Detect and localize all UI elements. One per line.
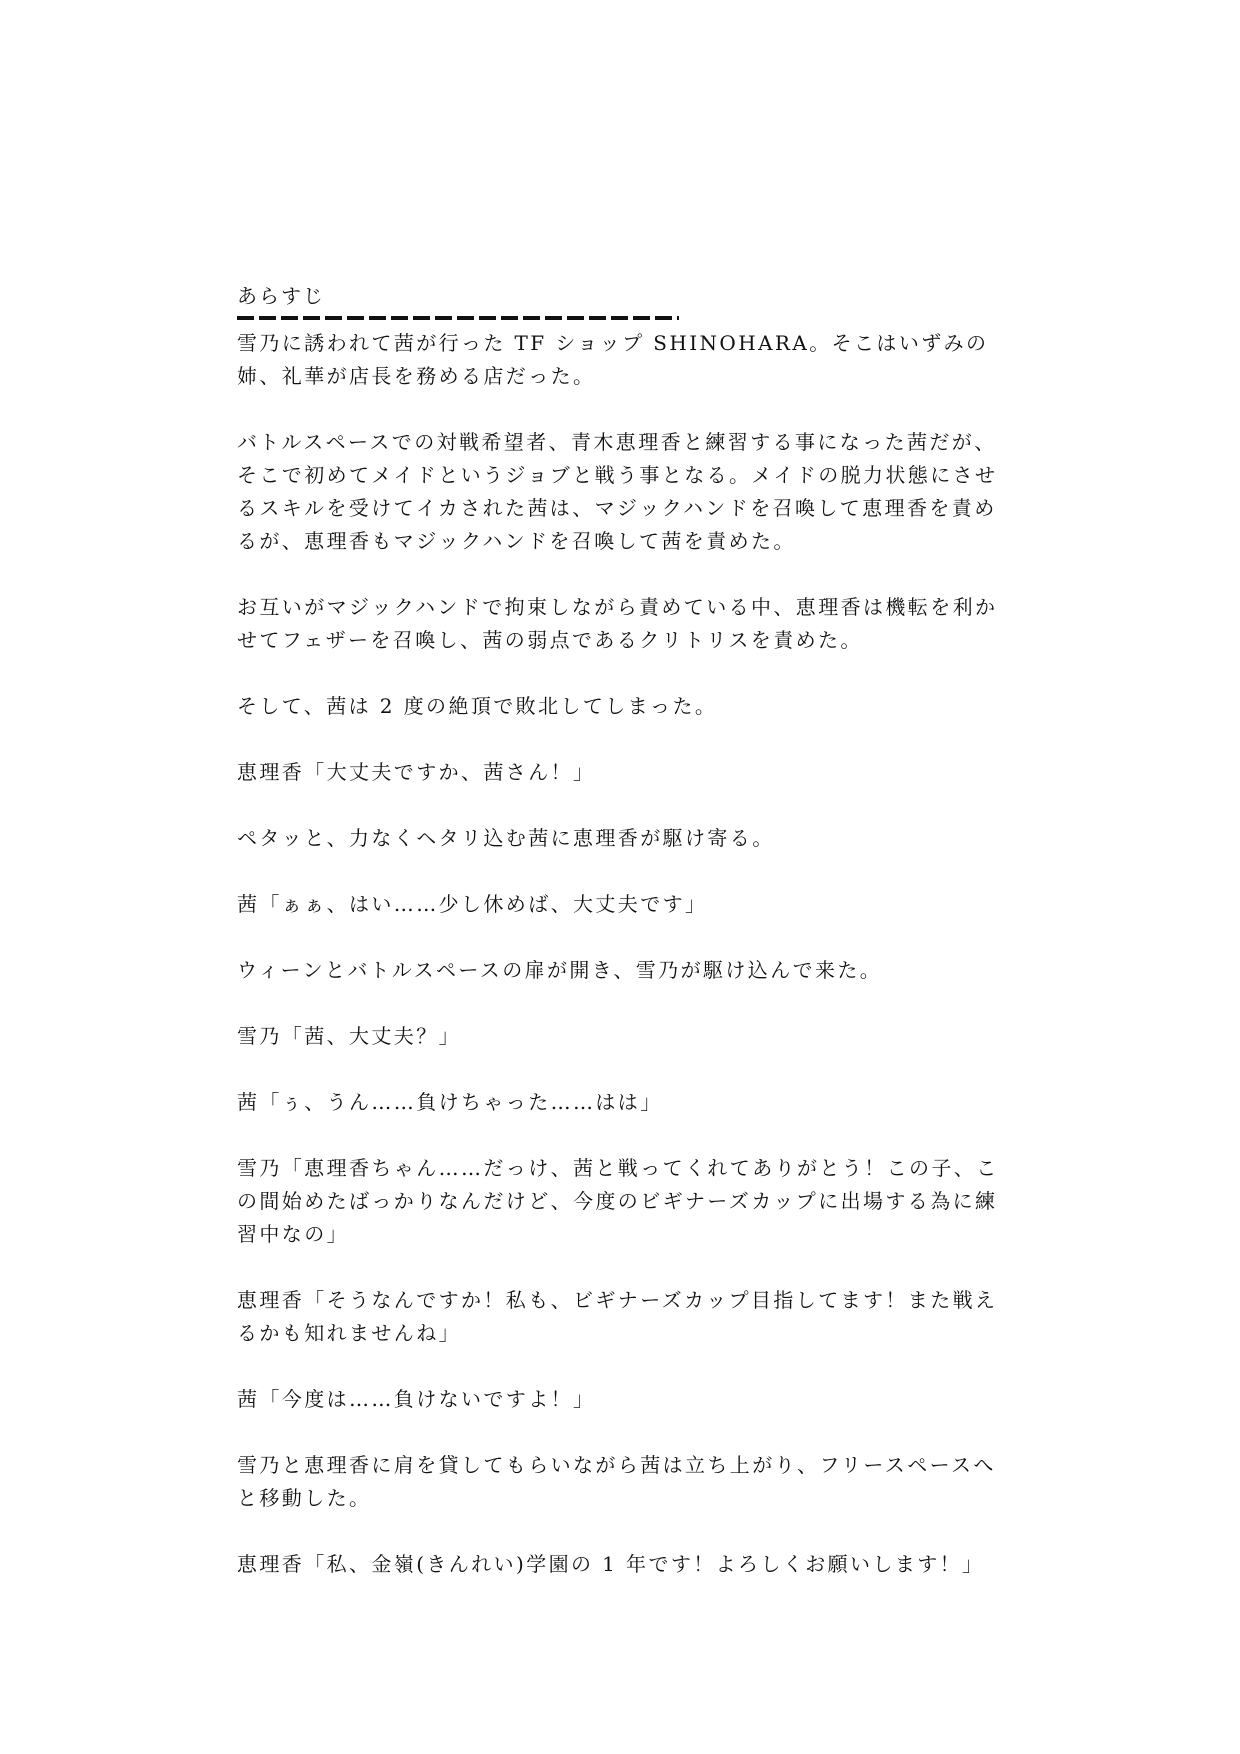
paragraph: ウィーンとバトルスペースの扉が開き、雪乃が駆け込んで来た。 — [237, 958, 883, 982]
document-page — [237, 280, 1017, 1614]
paragraph: お互いがマジックハンドで拘束しながら責めている中、恵理香は機転を利かせてフェザーを召喚し、茜の弱点であるクリトリスを責めた。 — [237, 595, 998, 652]
heading-divider — [237, 316, 679, 320]
dialogue-line: 恵理香「私、金嶺(きんれい)学園の 1 年です！よろしくお願いします！」 — [237, 1552, 985, 1576]
paragraph: 雪乃と恵理香に肩を貸してもらいながら茜は立ち上がり、フリースペースへと移動した。 — [237, 1453, 996, 1510]
paragraph: 雪乃に誘われて茜が行った TF ショップ SHINOHARA。そこはいずみの姉、礼華が店長を務める店だった。 — [237, 331, 989, 388]
paragraph: そして、茜は 2 度の絶頂で敗北してしまった。 — [237, 694, 718, 718]
dialogue-line: 雪乃「茜、大丈夫？」 — [237, 1024, 461, 1048]
dialogue-line: 雪乃「恵理香ちゃん……だっけ、茜と戦ってくれてありがとう！この子、この間始めたばっかりなんだけど、今度のビギナーズカップに出場する為に練習中なの」 — [237, 1156, 999, 1246]
dialogue-line: 茜「ぅ、うん……負けちゃった……はは」 — [237, 1090, 663, 1114]
dialogue-line: 茜「ぁぁ、はい……少し休めば、大丈夫です」 — [237, 892, 708, 916]
paragraph: バトルスペースでの対戦希望者、青木恵理香と練習する事になった茜だが、そこで初めてメイドというジョブと戦う事となる。メイドの脱力状態にさせるスキルを受けてイカされた茜は、マジックハンドを召喚して恵理香を責めるが、恵理香もマジックハンドを召喚して茜を責めた。 — [237, 430, 998, 553]
dialogue-line: 恵理香「大丈夫ですか、茜さん！」 — [237, 760, 596, 784]
synopsis-heading: あらすじ — [237, 284, 325, 308]
dialogue-line: 茜「今度は……負けないですよ！」 — [237, 1387, 596, 1411]
dialogue-line: 恵理香「そうなんですか！私も、ビギナーズカップ目指してます！また戦えるかも知れませんね」 — [237, 1288, 998, 1345]
paragraph: ペタッと、力なくヘタリ込む茜に恵理香が駆け寄る。 — [237, 826, 775, 850]
